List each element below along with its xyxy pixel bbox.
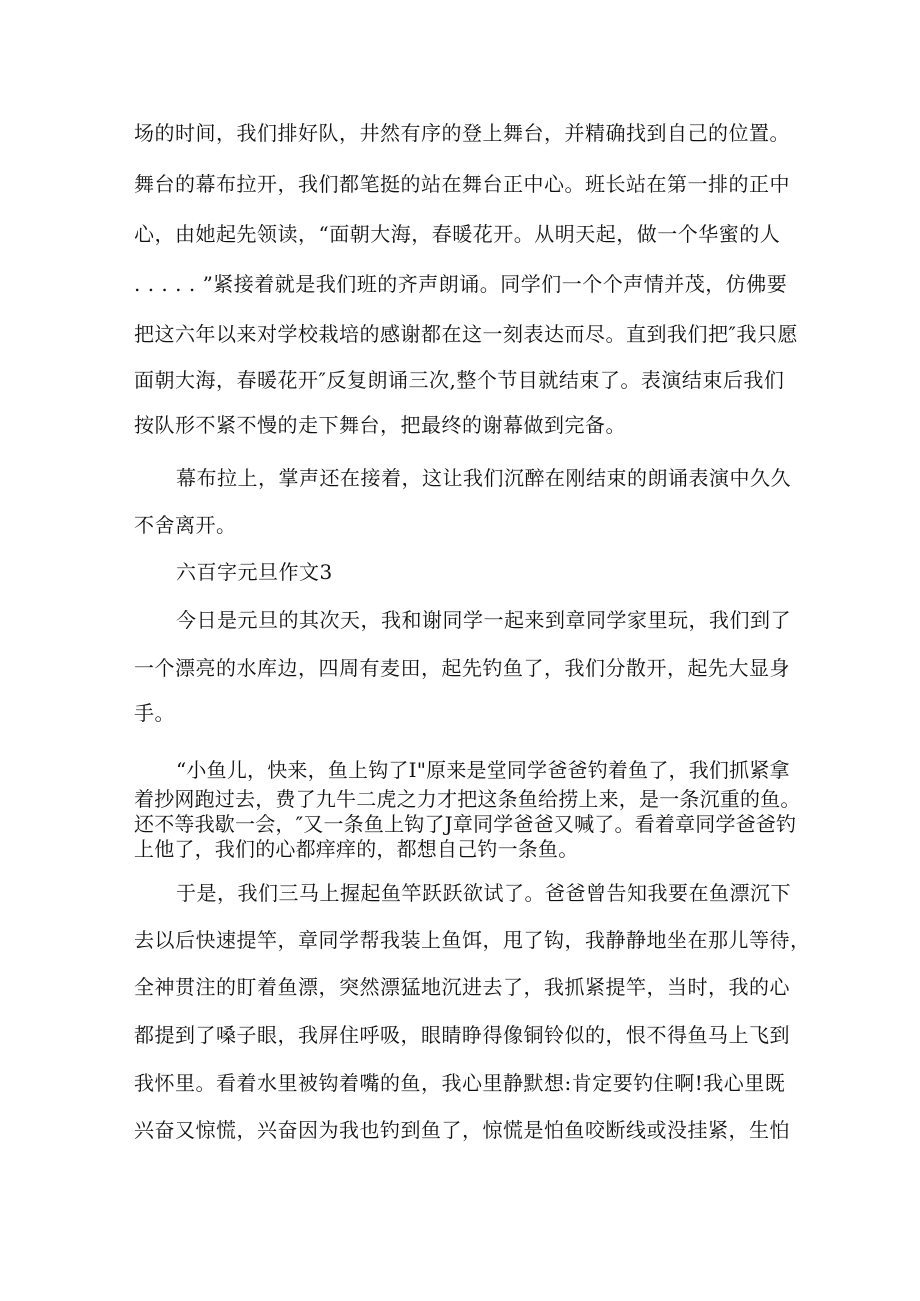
section-heading: 六百字元旦作文3 bbox=[176, 560, 333, 584]
paragraph-line: 手。 bbox=[134, 701, 175, 725]
paragraph-line: 面朝大海，春暖花开″反复朗诵三次,整个节目就结束了。表演结束后我们 bbox=[134, 368, 785, 392]
paragraph-line: 今日是元旦的其次天，我和谢同学一起来到章同学家里玩，我们到了 bbox=[176, 608, 791, 632]
paragraph-line: 去以后快速提竿，章同学帮我装上鱼饵，甩了钩，我静静地坐在那儿等待， bbox=[134, 928, 811, 952]
paragraph-line: 把这六年以来对学校栽培的感谢都在这一刻表达而尽。直到我们把″我只愿 bbox=[134, 322, 798, 346]
paragraph-line: 兴奋又惊慌，兴奋因为我也钓到鱼了，惊慌是怕鱼咬断线或没挂紧，生怕 bbox=[134, 1118, 790, 1142]
paragraph-line: 着抄网跑过去，费了九牛二虎之力才把这条鱼给捞上来，是一条沉重的鱼。 bbox=[134, 787, 801, 811]
paragraph-line: 幕布拉上，掌声还在接着，这让我们沉醉在刚结束的朗诵表演中久久 bbox=[176, 466, 791, 490]
paragraph-line: 我怀里。看着水里被钩着嘴的鱼，我心里静默想:肯定要钓住啊!我心里既 bbox=[134, 1071, 786, 1095]
paragraph-line: . . . . . ”紧接着就是我们班的齐声朗诵。同学们一个个声情并茂，仿佛要 bbox=[134, 272, 788, 296]
paragraph-line: 还不等我歇一会，″又一条鱼上钩了J章同学爸爸又喊了。看着章同学爸爸钓 bbox=[134, 812, 797, 836]
paragraph-line: 全神贯注的盯着鱼漂，突然漂猛地沉进去了，我抓紧提竿，当时，我的心 bbox=[134, 975, 790, 999]
paragraph-line: “小鱼儿，快来，鱼上钩了I"原来是堂同学爸爸钓着鱼了，我们抓紧拿 bbox=[176, 758, 790, 782]
paragraph-line: 上他了，我们的心都痒痒的，都想自己钓一条鱼。 bbox=[134, 837, 579, 861]
paragraph-line: 不舍离开。 bbox=[134, 513, 237, 537]
paragraph-line: 舞台的幕布拉开，我们都笔挺的站在舞台正中心。班长站在第一排的正中 bbox=[134, 172, 790, 196]
paragraph-line: 于是，我们三马上握起鱼竿跃跃欲试了。爸爸曾告知我要在鱼漂沉下 bbox=[176, 881, 791, 905]
paragraph-line: 一个漂亮的水库边，四周有麦田，起先钓鱼了，我们分散开，起先大显身 bbox=[134, 656, 790, 680]
paragraph-line: 场的时间，我们排好队，井然有序的登上舞台，并精确找到自己的位置。 bbox=[134, 121, 790, 145]
paragraph-line: 心，由她起先领读，“面朝大海，春暖花开。从明天起，做一个华蜜的人 bbox=[134, 222, 781, 246]
paragraph-line: 按队形不紧不慢的走下舞台，把最终的谢幕做到完备。 bbox=[134, 413, 626, 437]
paragraph-line: 都提到了嗓子眼，我屏住呼吸，眼睛睁得像铜铃似的，恨不得鱼马上飞到 bbox=[134, 1023, 790, 1047]
